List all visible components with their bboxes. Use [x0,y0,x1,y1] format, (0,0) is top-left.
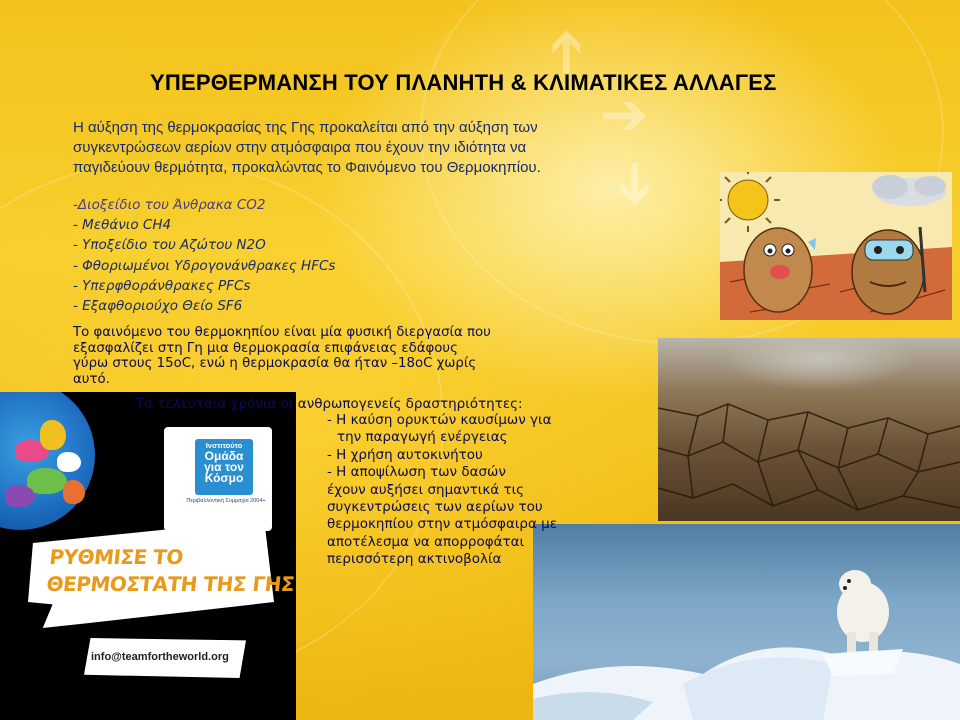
intro-line: συγκεντρώσεων αερίων στην ατμόσφαιρα που έχουν την ιδιότητα να [73,139,527,156]
activity-line: - Η αποψίλωση των δασών [327,464,506,481]
activity-line: - Η χρήση αυτοκινήτου [327,446,483,463]
logo-line: Ινστιτούτο [205,441,243,450]
page-title: ΥΠΕΡΘΕΡΜΑΝΣΗ ΤΟΥ ΠΛΑΝΗΤΗ & ΚΛΙΜΑΤΙΚΕΣ ΑΛΛΑΓΕΣ [150,70,777,95]
intro-line: Η αύξηση της θερμοκρασίας της Γης προκαλείται από την αύξηση των [73,119,538,136]
activity-line: περισσότερη ακτινοβολία [327,551,502,568]
gas-item: - Μεθάνιο CH4 [73,217,172,234]
activity-line: συγκεντρώσεις των αερίων του [327,499,543,516]
bg-arrow-icon: ➔ [530,27,599,77]
bg-arrow-icon: ➔ [600,80,649,148]
earth-cracks [658,338,960,521]
gas-item: - Υποξείδιο του Αζώτου N2O [73,237,266,254]
gas-item: - Φθοριωμένοι Υδρογονάνθρακες HFCs [73,257,336,274]
gas-item: -Διοξείδιο του Άνθρακα CO2 [73,197,266,213]
logo-line: Ομάδα [204,449,244,463]
logo-subtitle: Περιβαλλοντική Συμμαχία 2004+ [186,498,266,504]
bg-arrow-icon: ➔ [602,159,671,209]
sweating-characters-cartoon [720,172,952,320]
natural-line: Το φαινόμενο του θερμοκηπίου είναι μία φυσική διεργασία που [73,325,491,340]
natural-line: εξασφαλίζει στη Γη μια θερμοκρασία επιφάνειας εδάφους [73,340,458,356]
activity-line: έχουν αυξήσει σημαντικά τις [327,481,525,498]
gas-item: - Εξαφθοριούχο Θείο SF6 [73,298,243,315]
human-activities-list [327,412,557,569]
polar-bear-photo [533,524,960,720]
thermostat-slogan [45,544,296,598]
globe-icon [0,392,95,530]
activity-line: την παραγωγή ενέργειας [337,429,508,446]
cracked-earth-photo [658,338,960,521]
intro-paragraph [73,118,613,178]
polar-bear-scene [533,524,960,720]
thermostat-poster [0,392,296,720]
natural-line: γύρω στους 15oC, ενώ η θερμοκρασία θα ήταν –18oC χωρίς [73,356,477,371]
intro-line: παγιδεύουν θερμότητα, προκαλώντας το Φαινόμενο του Θερμοκηπίου. [73,159,541,176]
activity-line: αποτέλεσμα να απορροφάται [327,533,525,550]
greenhouse-gases-list [73,195,335,316]
logo-line: Κόσμο [204,471,244,485]
natural-process-paragraph [73,325,491,387]
gas-item: - Υπερφθοράνθρακες PFCs [73,277,251,294]
natural-line: αυτό. [73,371,110,387]
logo-line: για τον [204,460,244,474]
activity-line: - Η καύση ορυκτών καυσίμων για [327,412,552,428]
slogan-line: ΡΥΘΜΙΣΕ ΤΟ [48,545,185,569]
activities-heading: Τα τελευταία χρόνια οι ανθρωπογενείς δραστηριότητες: [136,396,523,412]
contact-email: info@teamfortheworld.org [91,651,229,663]
slogan-line: ΘΕΡΜΟΣΤΑΤΗ ΤΗΣ ΓΗΣ [45,572,296,596]
team-logo-text [195,440,253,484]
activity-line: θερμοκηπίου στην ατμόσφαιρα με [327,516,558,533]
polar-bear-icon [837,570,889,654]
